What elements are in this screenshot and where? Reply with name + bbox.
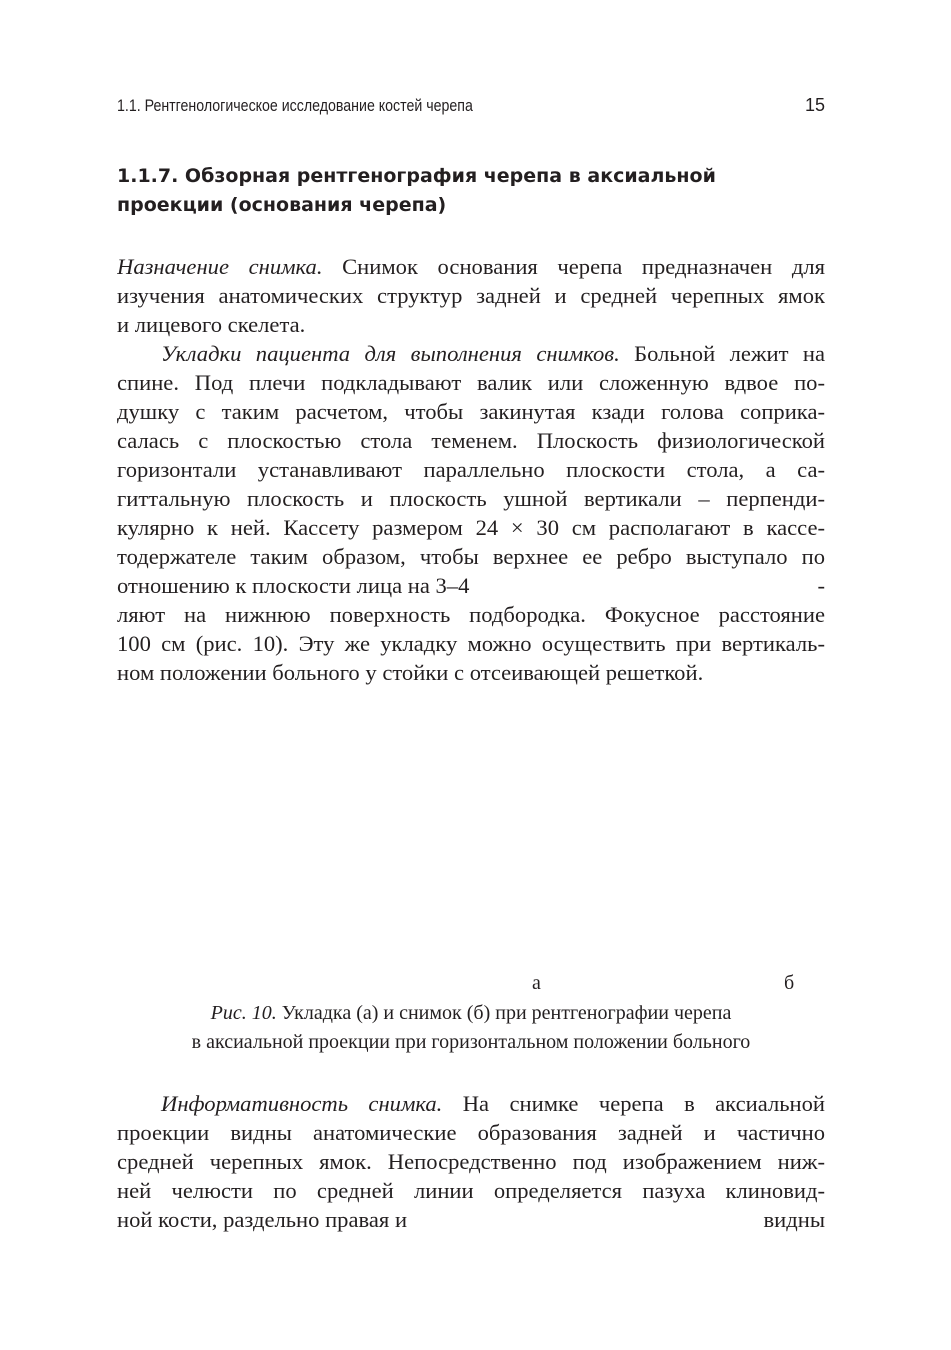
text-line: салась с плоскостью стола теменем. Плоскость физиологической xyxy=(117,428,825,453)
text-line: ляют на нижнюю поверхность подбородка. Фокусное расстояние xyxy=(117,602,825,627)
text-line: гиттальную плоскость и плоскость ушной вертикали – перпенди- xyxy=(117,486,825,511)
page-number: 15 xyxy=(804,95,825,115)
paragraph-purpose xyxy=(117,252,825,339)
text-span: Больной лежит на xyxy=(619,341,825,366)
text-line xyxy=(117,339,825,368)
text-line: тодержателе таким образом, чтобы верхнее ее ребро выступало по xyxy=(117,544,825,569)
text-line xyxy=(117,1089,825,1118)
paragraph-informativeness xyxy=(117,1089,825,1234)
running-head-title: 1.1. Рентгенологическое исследование костей черепа xyxy=(117,97,473,115)
figure-label-a: а xyxy=(532,972,541,994)
hyphen-fragment: - xyxy=(817,573,825,598)
text-line xyxy=(117,252,825,281)
text-span: Снимок основания черепа предназначен для xyxy=(322,254,825,279)
text-line: проекции видны анатомические образования задней и частично xyxy=(117,1120,825,1145)
text-span: отношению к плоскости лица на 3–4 xyxy=(117,573,470,598)
text-span: видны xyxy=(763,1207,825,1232)
section-heading xyxy=(117,162,827,220)
text-line: горизонтали устанавливают параллельно плоскости стола, а са- xyxy=(117,457,825,482)
figure-label-b: б xyxy=(784,972,795,994)
text-line: кулярно к ней. Кассету размером 24 × 30 см располагают в кассе- xyxy=(117,515,825,540)
text-span: На снимке черепа в аксиальной xyxy=(442,1091,825,1116)
figure-caption xyxy=(117,999,825,1057)
text-line: изучения анатомических структур задней и средней черепных ямок xyxy=(117,283,825,308)
section-heading-line-2: проекции (основания черепа) xyxy=(117,194,447,216)
paragraph-positioning xyxy=(117,339,825,687)
text-line: средней черепных ямок. Непосредственно под изображением ниж- xyxy=(117,1149,825,1174)
text-line xyxy=(117,1205,825,1234)
section-heading-line-1: 1.1.7. Обзорная рентгенография черепа в аксиальной xyxy=(117,165,716,187)
caption-line-2: в аксиальной проекции при горизонтальном положении больного xyxy=(191,1031,751,1053)
paragraph-lead: Укладки пациента для выполнения снимков. xyxy=(161,341,620,366)
text-line: ней челюсти по средней линии определяется пазуха клиновид- xyxy=(117,1178,825,1203)
paragraph-lead: Информативность снимка. xyxy=(161,1091,443,1116)
text-span: ной кости, раздельно правая и xyxy=(117,1207,408,1232)
text-line: спине. Под плечи подкладывают валик или сложенную вдвое по- xyxy=(117,370,825,395)
text-line: и лицевого скелета. xyxy=(117,312,306,337)
text-line xyxy=(117,571,825,600)
figure-area xyxy=(0,670,951,970)
text-line: 100 см (рис. 10). Эту же укладку можно осуществить при вертикаль- xyxy=(117,631,825,656)
text-line: душку с таким расчетом, чтобы закинутая кзади голова соприка- xyxy=(117,399,825,424)
paragraph-lead: Назначение снимка. xyxy=(117,254,323,279)
text-line: ном положении больного у стойки с отсеивающей решеткой. xyxy=(117,660,704,685)
caption-lead: Рис. 10. xyxy=(210,1002,277,1024)
caption-text: Укладка (а) и снимок (б) при рентгенографии черепа xyxy=(276,1002,732,1024)
caption-line-1 xyxy=(117,999,825,1028)
